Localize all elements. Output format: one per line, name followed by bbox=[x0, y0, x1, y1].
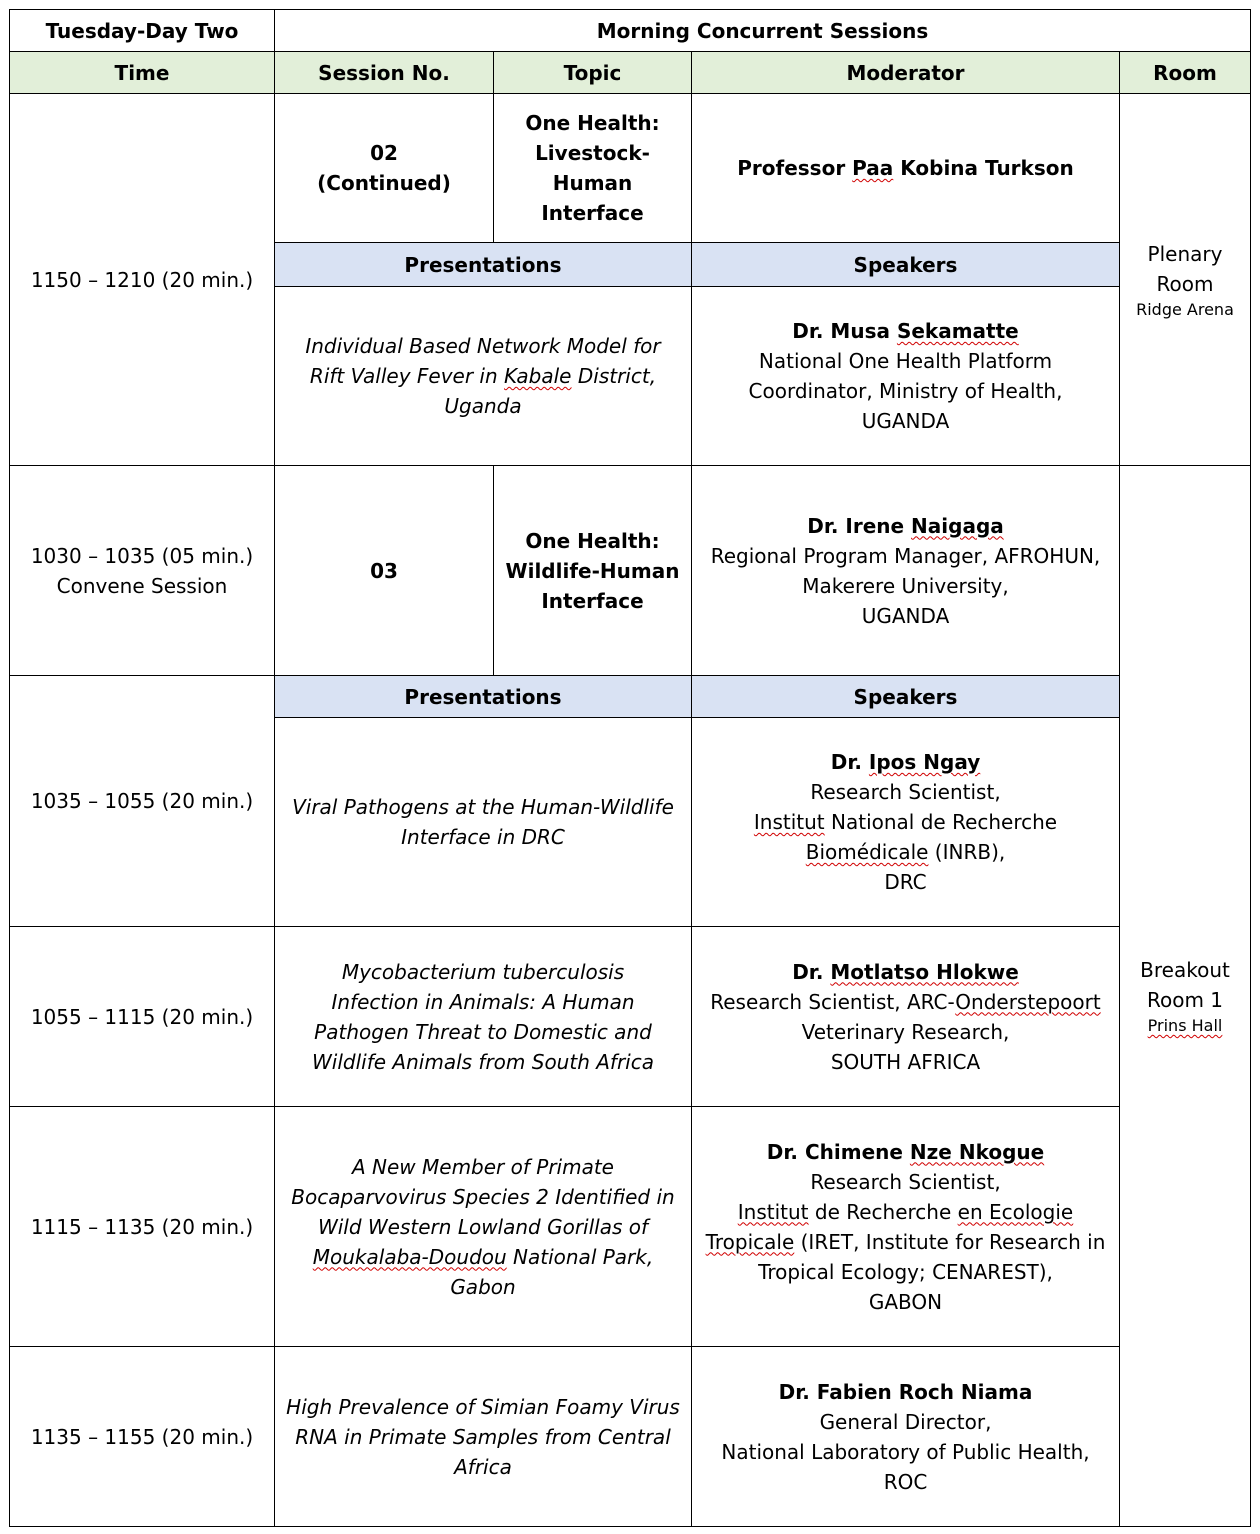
speaker-affiliation: SOUTH AFRICA bbox=[830, 1049, 981, 1074]
aff-text: Onderstepoort bbox=[955, 989, 1101, 1014]
session-number-cell bbox=[275, 94, 494, 243]
moderator-affiliation: Regional Program Manager, AFROHUN, bbox=[710, 543, 1101, 568]
session-note: (Continued) bbox=[317, 171, 451, 195]
speaker-name bbox=[698, 316, 1113, 346]
title-line: Infection in Animals: A Human bbox=[331, 989, 635, 1014]
room-cell bbox=[1120, 94, 1251, 466]
speaker-cell bbox=[692, 718, 1120, 927]
speaker-name-text: Motlatso Hlokwe bbox=[830, 959, 1019, 984]
speaker-affiliation: Veterinary Research, bbox=[801, 1019, 1010, 1044]
room-venue-text: Prins Hall bbox=[1147, 1016, 1223, 1035]
schedule-table bbox=[9, 9, 1251, 1527]
speaker-affiliation: Tropical Ecology; CENAREST), bbox=[758, 1259, 1053, 1284]
title-line bbox=[281, 1242, 685, 1272]
speaker-affiliation bbox=[698, 987, 1113, 1017]
aff-text: Institut bbox=[753, 810, 825, 834]
day-header-row bbox=[10, 10, 1251, 52]
title-line: Bocaparvovirus Species 2 Identified in bbox=[291, 1184, 675, 1209]
speaker-affiliation: Research Scientist, bbox=[810, 780, 1001, 804]
room-name: Room 1 bbox=[1146, 988, 1224, 1012]
speaker-affiliation: ROC bbox=[883, 1469, 928, 1494]
topic-cell bbox=[494, 94, 692, 243]
room-cell bbox=[1120, 466, 1251, 1527]
room-name: Breakout bbox=[1140, 958, 1230, 982]
speaker-affiliation: National One Health Platform bbox=[758, 349, 1053, 373]
aff-text: (IRET, Institute for Research in bbox=[794, 1229, 1106, 1254]
moderator-suffix: Kobina Turkson bbox=[893, 156, 1074, 180]
title-line: Gabon bbox=[450, 1274, 516, 1299]
col-session-no: Session No. bbox=[275, 52, 494, 94]
presentation-row bbox=[10, 1347, 1251, 1527]
speaker-cell bbox=[692, 1107, 1120, 1347]
speaker-affiliation: Coordinator, Ministry of Health, bbox=[748, 379, 1063, 403]
time-cell: 1035 – 1055 (20 min.) bbox=[10, 676, 275, 927]
time-cell: 1055 – 1115 (20 min.) bbox=[10, 927, 275, 1107]
moderator-name bbox=[698, 511, 1113, 541]
aff-text: Institut bbox=[737, 1199, 809, 1224]
title-line: Interface in DRC bbox=[401, 825, 565, 849]
speaker-affiliation bbox=[698, 1227, 1113, 1257]
topic-cell bbox=[494, 466, 692, 676]
title-line: Wildlife Animals from South Africa bbox=[312, 1049, 654, 1074]
moderator-affiliation: Makerere University, bbox=[802, 573, 1009, 598]
title-line: Uganda bbox=[444, 394, 522, 418]
presentation-row bbox=[10, 1107, 1251, 1347]
speakers-label: Speakers bbox=[692, 243, 1120, 287]
aff-text: National de Recherche bbox=[824, 810, 1058, 834]
speaker-name-text: Dr. bbox=[830, 750, 869, 774]
speaker-name-text: Nze Nkogue bbox=[909, 1139, 1045, 1164]
topic-line: Human Interface bbox=[541, 171, 644, 225]
col-room: Room bbox=[1120, 52, 1251, 94]
title-line: Pathogen Threat to Domestic and bbox=[314, 1019, 652, 1044]
session-number: 02 bbox=[370, 141, 398, 165]
topic-line: Interface bbox=[541, 588, 644, 613]
moderator-cell bbox=[692, 94, 1120, 243]
moderator-name-part: Paa bbox=[852, 156, 894, 180]
aff-text: Tropicale bbox=[705, 1229, 795, 1254]
speaker-name bbox=[698, 1137, 1113, 1167]
col-moderator: Moderator bbox=[692, 52, 1120, 94]
room-name: Plenary bbox=[1147, 241, 1223, 266]
aff-text: de Recherche bbox=[808, 1199, 958, 1224]
presentation-row bbox=[10, 927, 1251, 1107]
session-03-row bbox=[10, 466, 1251, 676]
speakers-label: Speakers bbox=[692, 676, 1120, 718]
time-cell: 1115 – 1135 (20 min.) bbox=[10, 1107, 275, 1347]
presentation-title-cell bbox=[275, 927, 692, 1107]
column-header-row bbox=[10, 52, 1251, 94]
title-line: Wild Western Lowland Gorillas of bbox=[317, 1214, 649, 1239]
speaker-cell bbox=[692, 1347, 1120, 1527]
aff-text: (INRB), bbox=[928, 840, 1006, 864]
moderator-name-text: Dr. Irene bbox=[807, 513, 912, 538]
aff-text: Biomédicale bbox=[805, 840, 929, 864]
col-time: Time bbox=[10, 52, 275, 94]
title-line: RNA in Primate Samples from Central bbox=[295, 1424, 671, 1449]
presentations-label: Presentations bbox=[275, 676, 692, 718]
speaker-affiliation: National Laboratory of Public Health, bbox=[721, 1439, 1090, 1464]
title-line: Viral Pathogens at the Human-Wildlife bbox=[292, 795, 674, 819]
title-line: Individual Based Network Model for bbox=[305, 334, 661, 358]
time-note: Convene Session bbox=[56, 573, 228, 598]
title-line bbox=[281, 361, 685, 391]
presentation-title-cell bbox=[275, 718, 692, 927]
moderator-name-text: Naigaga bbox=[911, 513, 1004, 538]
speaker-affiliation bbox=[698, 837, 1113, 867]
speaker-name-text: Dr. bbox=[792, 959, 831, 984]
speaker-affiliation bbox=[698, 1197, 1113, 1227]
title-text: Rift Valley Fever in bbox=[309, 364, 505, 388]
presentation-title-cell bbox=[275, 1347, 692, 1527]
presentation-title-cell bbox=[275, 287, 692, 466]
title-line: Africa bbox=[454, 1454, 512, 1479]
day-label: Tuesday-Day Two bbox=[10, 10, 275, 52]
title-text: Kabale bbox=[504, 364, 572, 388]
moderator-affiliation: UGANDA bbox=[861, 603, 950, 628]
aff-text: en Ecologie bbox=[957, 1199, 1074, 1224]
title-line: A New Member of Primate bbox=[351, 1154, 614, 1179]
topic-line: One Health: bbox=[525, 528, 660, 553]
time-cell bbox=[10, 466, 275, 676]
title-text: District, bbox=[571, 364, 657, 388]
presentations-header-row bbox=[10, 676, 1251, 718]
speaker-name-text: Dr. Chimene bbox=[766, 1139, 910, 1164]
speaker-cell bbox=[692, 287, 1120, 466]
col-topic: Topic bbox=[494, 52, 692, 94]
speaker-name: Dr. Fabien Roch Niama bbox=[778, 1379, 1033, 1404]
time-cell: 1135 – 1155 (20 min.) bbox=[10, 1347, 275, 1527]
title-text: Moukalaba-Doudou bbox=[312, 1244, 507, 1269]
speaker-affiliation: DRC bbox=[884, 870, 927, 894]
presentation-title-cell bbox=[275, 1107, 692, 1347]
room-name: Room bbox=[1156, 271, 1214, 296]
speaker-affiliation: GABON bbox=[868, 1289, 943, 1314]
speaker-name-text: Ipos Ngay bbox=[868, 750, 981, 774]
speaker-affiliation bbox=[698, 807, 1113, 837]
speaker-name bbox=[698, 747, 1113, 777]
speaker-cell bbox=[692, 927, 1120, 1107]
title-line: High Prevalence of Simian Foamy Virus bbox=[286, 1394, 680, 1419]
speaker-name bbox=[698, 957, 1113, 987]
topic-line: Wildlife-Human bbox=[505, 558, 680, 583]
speaker-affiliation: General Director, bbox=[819, 1409, 992, 1434]
speaker-affiliation: Research Scientist, bbox=[810, 1169, 1001, 1194]
session-02-row bbox=[10, 94, 1251, 243]
moderator-cell bbox=[692, 466, 1120, 676]
presentations-label: Presentations bbox=[275, 243, 692, 287]
topic-line: Livestock- bbox=[535, 141, 650, 165]
time-cell: 1150 – 1210 (20 min.) bbox=[10, 94, 275, 466]
speaker-name-text: Sekamatte bbox=[896, 319, 1019, 343]
room-venue: Ridge Arena bbox=[1136, 299, 1234, 319]
topic-line: One Health: bbox=[525, 111, 660, 135]
aff-text: Research Scientist, ARC- bbox=[710, 989, 956, 1014]
room-venue bbox=[1126, 1015, 1244, 1037]
speaker-name-text: Dr. Musa bbox=[792, 319, 897, 343]
title-line: Mycobacterium tuberculosis bbox=[341, 959, 625, 984]
sessions-title: Morning Concurrent Sessions bbox=[275, 10, 1251, 52]
time-text: 1030 – 1035 (05 min.) bbox=[30, 543, 254, 568]
session-number-cell: 03 bbox=[275, 466, 494, 676]
speaker-affiliation: UGANDA bbox=[861, 409, 950, 433]
title-text: National Park, bbox=[506, 1244, 654, 1269]
moderator-prefix: Professor bbox=[737, 156, 853, 180]
